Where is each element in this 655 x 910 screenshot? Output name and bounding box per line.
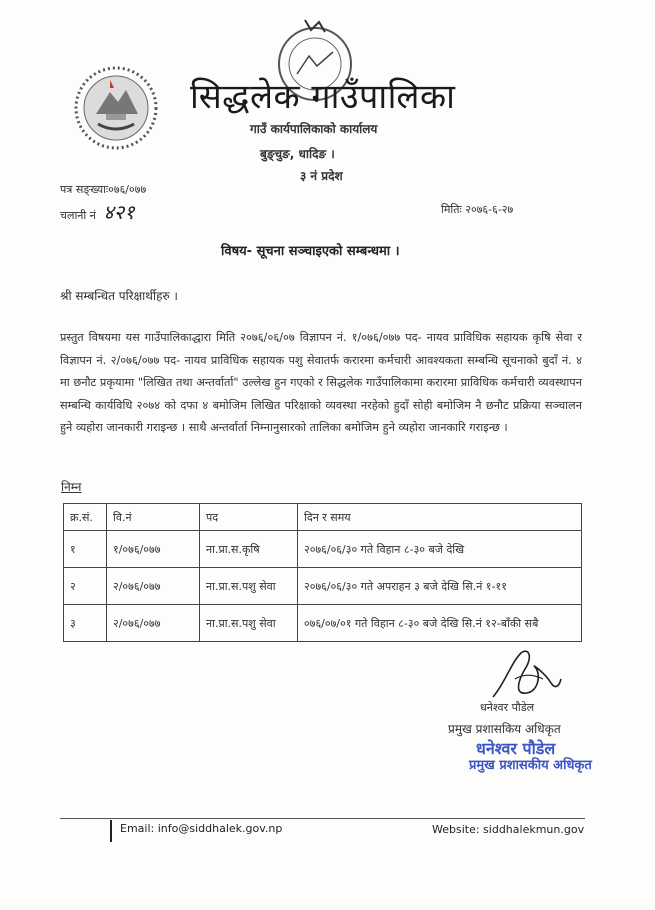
letter-date: मितिः २०७६-६-२७ (441, 203, 514, 216)
signer-title: प्रमुख प्रशासकिय अधिकृत (448, 722, 561, 736)
column-header: पद (200, 504, 298, 531)
province: ३ नं प्रदेश (300, 169, 343, 183)
letter-number: पत्र सङ्ख्याः०७६/०७७ (60, 183, 147, 196)
table-cell: ०७६/०७/०१ गते विहान ८-३० बजे देखि सि.नं १२-बाँकी सबै (298, 605, 582, 642)
table-caption: निम्न (61, 480, 82, 494)
column-header: दिन र समय (298, 504, 582, 531)
footer-separator (110, 820, 112, 842)
table-cell: १ (64, 531, 107, 568)
table-header-row (64, 504, 582, 531)
footer-email: Email: info@siddhalek.gov.np (120, 822, 283, 835)
stamp-title: प्रमुख प्रशासकीय अधिकृत (469, 758, 592, 773)
table-row (64, 605, 582, 642)
table-cell: २ (64, 568, 107, 605)
column-header: क्र.सं. (64, 504, 107, 531)
interview-schedule-table (63, 503, 582, 642)
stamp-name: धनेश्वर पौडेल (476, 739, 556, 758)
footer-divider (60, 818, 585, 819)
handwritten-signature-icon (485, 643, 565, 705)
column-header: वि.नं (107, 504, 200, 531)
table-row (64, 531, 582, 568)
dispatch-number: ४२१ (103, 200, 135, 224)
body-paragraph: प्रस्तुत विषयमा यस गाउँपालिकाद्धारा मिति २०७६/०६/०७ विज्ञापन नं. १/०७६/०७७ पद- नायव प्राविधिक सहायक कृषि सेवा र विज्ञापन नं. २/०७६/०७७ पद- नायव प्राविधिक सहायक पशु सेवातर्फ करारमा कर्मचारी आवश्यकता सम्बन्धि सूचनाको बुदाँ नं. ४ मा छनौट प्रकृयामा "लिखित तथा अन्तर्वार्ता" उल्लेख हुन गएको र सिद्धलेक गाउँपालिकामा करारमा प्राविधिक कर्मचारी व्यवस्थापन सम्बन्धि कार्यविधि २०७४ को दफा ४ बमोजिम लिखित परिक्षाको व्यवस्था नरहेको हुदाँ सोही बमोजिम नै छनौट प्रक्रिया सञ्चालन हुने व्यहोरा जानकारी गराइन्छ । साथै अन्तर्वार्ता निम्नानुसारको तालिका बमोजिम हुने व्यहोरा जानकारि गराइन्छ । (60, 331, 582, 434)
nepal-emblem-icon (70, 62, 162, 154)
table-cell: ३ (64, 605, 107, 642)
signer-name: धनेश्वर पौडेल (480, 701, 535, 714)
table-cell: ना.प्रा.स.पशु सेवा (200, 568, 298, 605)
table-cell: ना.प्रा.स.कृषि (200, 531, 298, 568)
table-cell: ना.प्रा.स.पशु सेवा (200, 605, 298, 642)
salutation: श्री सम्बन्धित परिक्षार्थीहरु । (60, 289, 178, 303)
table-cell: २०७६/०६/३० गते अपराहन ३ बजे देखि सि.नं १-११ (298, 568, 582, 605)
table-cell: १/०७६/०७७ (107, 531, 200, 568)
office-address: बुङ्चुङ, धादिङ । (260, 147, 335, 161)
subject-line: विषय- सूचना सञ्चाइएको सम्बन्धमा । (221, 244, 400, 259)
table-cell: २/०७६/०७७ (107, 568, 200, 605)
footer-website: Website: siddhalekmun.gov (432, 823, 585, 836)
dispatch-label: चलानी नं (60, 209, 96, 222)
table-cell: २/०७६/०७७ (107, 605, 200, 642)
org-name: सिद्धलेक गाउँपालिका (190, 77, 456, 117)
table-row (64, 568, 582, 605)
office-name: गाउँ कार्यपालिकाको कार्यालय (250, 122, 378, 136)
table-cell: २०७६/०६/३० गते विहान ८-३० बजे देखि (298, 531, 582, 568)
dispatch-number-row (60, 198, 135, 225)
